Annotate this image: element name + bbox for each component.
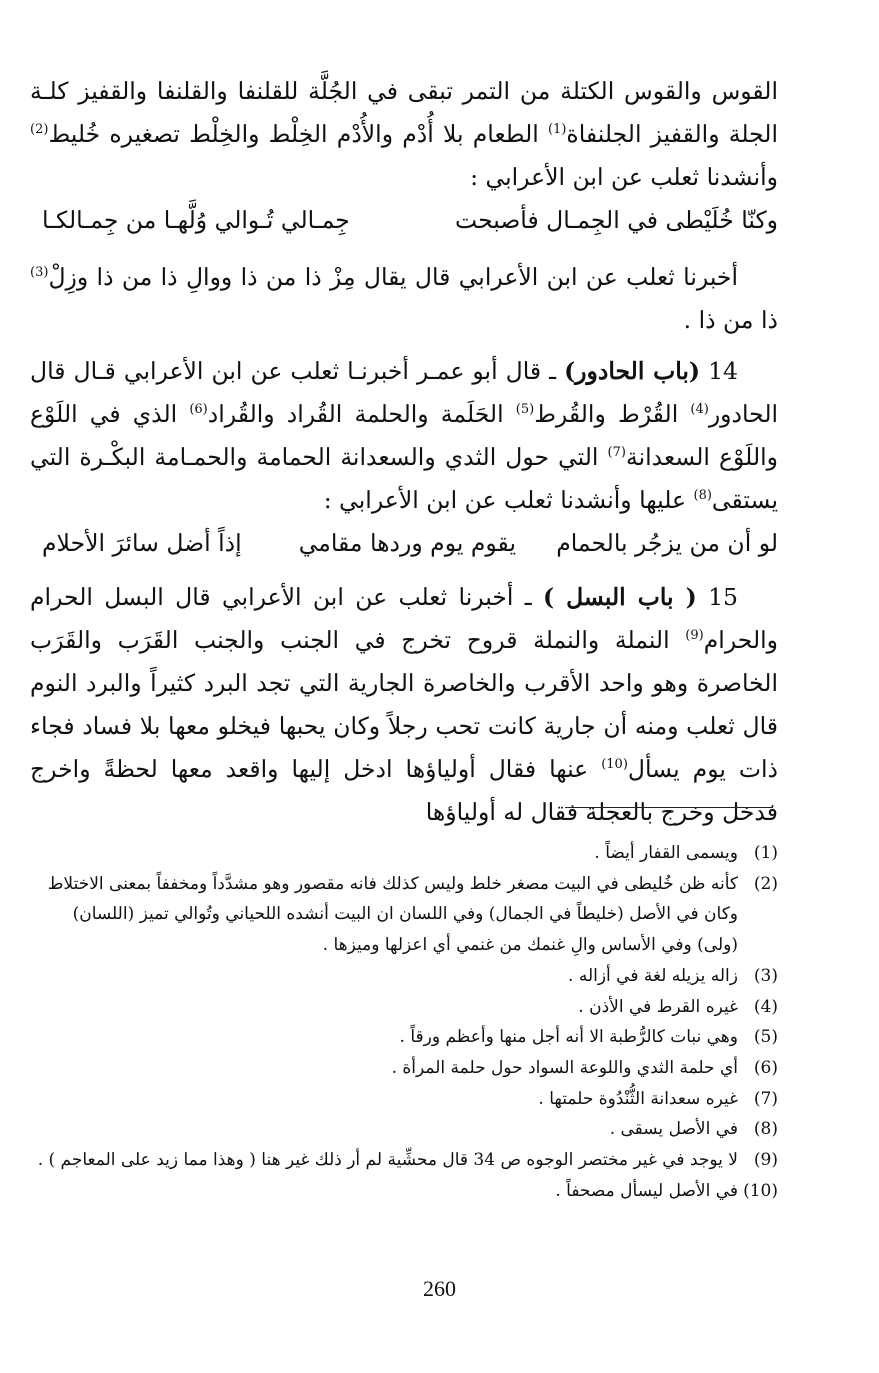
footnote-ref: (9) [685, 628, 704, 644]
text-run: عليها وأنشدنا ثعلب عن ابن الأعرابي : [323, 486, 694, 514]
footnote-ref: (1) [547, 122, 567, 138]
section-heading: (باب الحادور) [564, 357, 701, 385]
footnote-text: وهي نبات كالرُّطبة الا أنه أجل منها وأعظم ورقاً . [399, 1027, 738, 1048]
text-run: أخبرنا ثعلب عن ابن الأعرابي قال يقال مِزْ ذا من ذا ووالِ ذا من ذا وزِلْ [48, 263, 738, 291]
text-run: ـ أخبرنا ثعلب عن ابن الأعرابي قال البسل الحرام والحرام [30, 583, 778, 654]
footnote-number: (8) [753, 1119, 778, 1140]
footnote-text: زاله يزيله لغة في أزاله . [568, 965, 738, 986]
footnote-text: في الأصل ليسأل مصحفاً . [555, 1180, 738, 1201]
footnote-number: (2) [753, 873, 778, 894]
footnote-number: (6) [753, 1057, 778, 1078]
text-run: وأنشدنا [706, 163, 778, 191]
footnote-ref: (10) [601, 757, 628, 773]
paragraph-3 [30, 350, 778, 522]
footnote [30, 869, 778, 961]
footnote [30, 961, 778, 992]
text-run: عنها فقال أولياؤها ادخل إليها واقعد معها لحظةً واخرج فدخل وخرج بالعجلة فقال له أولياؤها [30, 755, 778, 826]
paragraph-4 [30, 576, 778, 834]
verse-part-third: إذاً أضل سائرَ الأحلام [42, 529, 242, 557]
footnote-text: غيره سعدانة الثُّنْدُوة حلمتها . [538, 1088, 738, 1109]
footnote-text: ويسمى القفار أيضاً . [594, 843, 738, 863]
text-run: النملة والنملة قروح تخرج في الجنب والجنب القَرَب والقَرَب الخاصرة وهو واحد الأقرب والخاصرة الجارية التي تجد البرد كثيراً والبرد النوم قال ثعلب ومنه أن جارية كانت تحب رجلاً وكان يحبها فيخلو معها بلا فساد فجاء ذات يوم يسأل [30, 626, 778, 783]
verse-1 [30, 199, 778, 242]
text-run: التي حول الثدي والسعدانة الحمامة والحمـامة البكْـرة التي يستقى [30, 443, 778, 514]
footnote-ref: (3) [30, 265, 49, 281]
verse-hemistich-second: جِمـالي تُـوالي وُلَّهـا من جِمـالكـا [42, 206, 350, 234]
verse-hemistich-first: وكنّا خُلَيْطى في الجِمـال فأصبحت [455, 206, 778, 234]
text-line: القوس والقوس الكتلة من التمر تبقى في الجُلَّة للقلنفا والقلنفا والقفيز كلـة الجلة [30, 77, 778, 148]
footnote [30, 1176, 778, 1207]
footnote-number: (5) [753, 1027, 778, 1048]
section-number: 15 [708, 583, 738, 611]
footnote [30, 838, 778, 869]
footnote-ref: (6) [189, 402, 208, 418]
footnote-ref: (7) [607, 445, 626, 461]
footnote [30, 992, 778, 1023]
footnote-number: (10) [743, 1180, 778, 1201]
footnote [30, 1114, 778, 1145]
text-run: الذي في اللَوْع واللَوْع السعدانة [30, 400, 778, 471]
footnote-separator [565, 807, 773, 808]
verse-part-first: لو أن من يزجُر بالحمام [556, 529, 778, 557]
footnote [30, 1145, 778, 1176]
verse-2 [30, 522, 778, 565]
footnotes [30, 838, 778, 1206]
text-run: القُرْط والقُرط [534, 400, 691, 428]
footnote-text: كأنه ظن خُليطى في البيت مصغر خلط وليس كذلك فانه مقصور وهو مشدَّداً ومخففاً بمعنى الاختلاط وكان في الأصل (خليطاً في الجمال) وفي اللسان ان البيت أنشده اللحياني وتُوالي تميز (اللسان) (ولى) وفي الأساس والِ غنمك من غنمي أي اعزلها وميزها . [47, 873, 738, 956]
footnote-text: في الأصل يسقى . [609, 1119, 738, 1140]
text-run: ـ قال أبو عمـر أخبرنـا ثعلب عن ابن الأعرابي قـال قال الحادور [30, 357, 779, 428]
verse-part-second: يقوم يوم وردها مقامي [298, 529, 516, 557]
paragraph-1 [30, 70, 778, 199]
footnote-ref: (5) [515, 402, 535, 418]
footnote-text: لا يوجد في غير مختصر الوجوه ص 34 قال محشِّية لم أر ذلك غير هنا ( وهذا مما زيد على المعاجم ) . [37, 1150, 738, 1171]
text-run: والقفيز الجلنفاة [566, 120, 720, 148]
footnote [30, 1022, 778, 1053]
footnote [30, 1053, 778, 1084]
paragraph-2 [30, 256, 778, 342]
section-heading: ( باب البسل ) [542, 583, 697, 611]
text-run: الطعام بلا أُدْم والأُدْم الخِلْط والخِلْط تصغيره خُليط [48, 120, 548, 148]
footnote-number: (9) [753, 1150, 778, 1171]
footnote-number: (1) [753, 843, 778, 863]
footnote [30, 1084, 778, 1115]
text-line: ثعلب عن ابن الأعرابي : [470, 163, 700, 191]
page-number: 260 [423, 1276, 456, 1301]
footnote-text: أي حلمة الثدي واللوعة السواد حول حلمة المرأة . [391, 1057, 738, 1078]
footnote-number: (7) [753, 1088, 778, 1109]
footnote-ref: (2) [30, 122, 49, 138]
footnote-ref: (8) [693, 488, 712, 504]
footnote-number: (4) [753, 996, 778, 1017]
footnote-number: (3) [753, 965, 778, 986]
text-run: الحَلَمة والحلمة القُراد والقُراد [207, 400, 516, 428]
section-number: 14 [708, 357, 738, 385]
footnote-ref: (4) [690, 402, 709, 418]
footnote-text: غيره القرط في الأذن . [578, 996, 738, 1017]
text-run: ذا من ذا . [683, 306, 778, 334]
